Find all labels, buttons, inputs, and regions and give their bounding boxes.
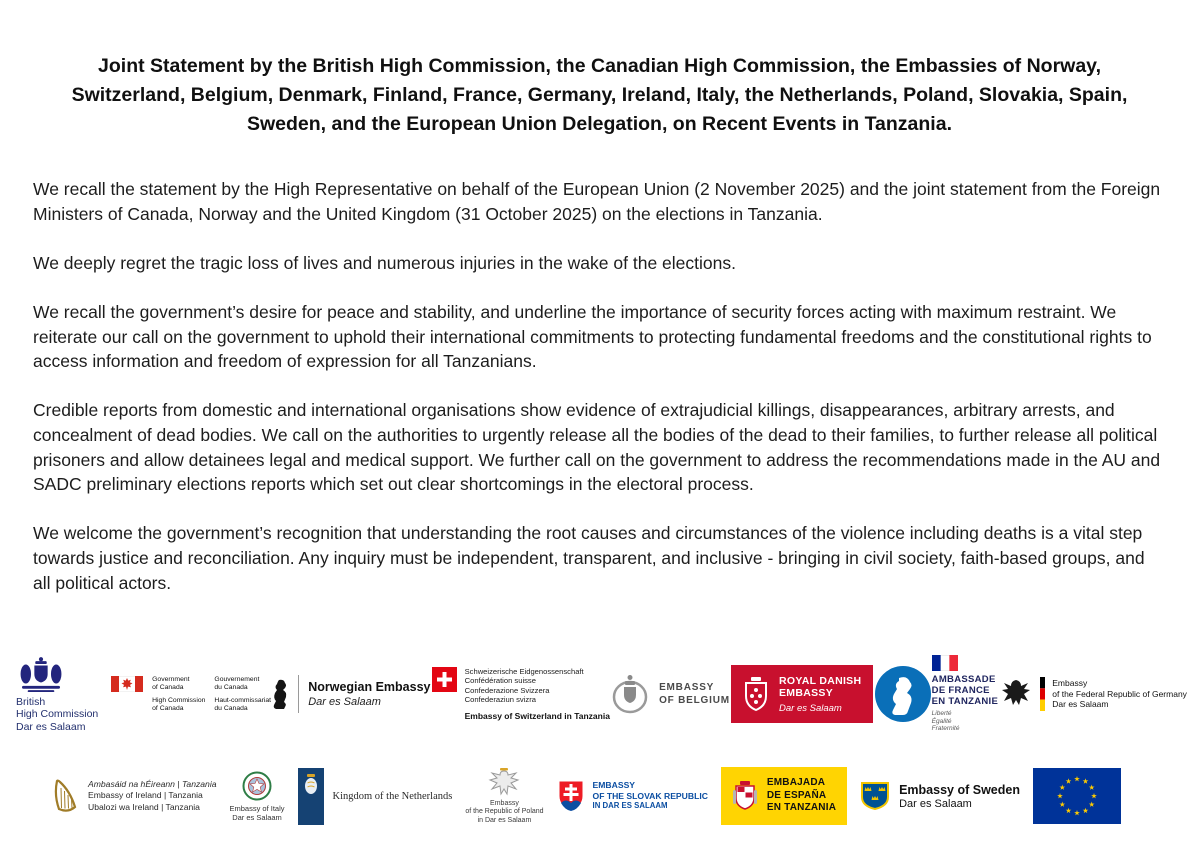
switzerland-logo-text — [465, 667, 610, 721]
netherlands-logo-text: Kingdom of the Netherlands — [332, 790, 453, 802]
france-motto1: Liberté — [931, 709, 952, 717]
switzerland-line2: Confédération suisse — [464, 676, 536, 686]
ireland-line1: Ambasáid na hÉireann | Tanzania — [88, 778, 217, 789]
france-flag-icon — [932, 655, 958, 671]
canada-en-line3: High Commission — [152, 696, 206, 704]
canada-english-column — [152, 676, 205, 713]
france-embassy-logo — [932, 655, 998, 733]
ireland-line2: Embassy of Ireland | Tanzania — [88, 790, 203, 801]
paragraph-3: We recall the government’s desire for peace and stability, and underline the importance of security forces acting with maximum restraint. We reiterate our call on the government to uphold their international commitments to protecting fundamental freedoms and the constitutional rights to access information and freedom of expression for all Tanzanians. — [33, 301, 1152, 372]
canada-high-commission-logo — [111, 676, 271, 713]
switzerland-embassy-name: Embassy of Switzerland in Tanzania — [464, 710, 610, 721]
finland-emblem-icon — [875, 666, 931, 722]
canada-en-line4: of Canada — [152, 704, 184, 712]
germany-line1: Embassy — [1052, 678, 1088, 689]
canada-fr-line1: Gouvernement — [214, 675, 260, 683]
poland-eagle-icon — [488, 767, 520, 797]
netherlands-emblem-icon — [298, 768, 324, 825]
switzerland-confederation-names — [465, 667, 610, 704]
spain-logo-text — [767, 777, 836, 815]
canada-fr-line2: du Canada — [214, 683, 248, 691]
spain-line2: DE ESPAÑA — [766, 789, 827, 801]
germany-eagle-icon — [999, 678, 1033, 710]
slovakia-logo-text — [593, 780, 708, 812]
switzerland-line3: Confederazione Svizzera — [464, 685, 550, 695]
france-line2: DE FRANCE — [931, 684, 990, 696]
paragraph-1: We recall the statement by the High Representative on behalf of the European Union (2 November 2025) and the joint statement from the Foreign Ministers of Canada, Norway and the United Kingdom (31 October 2025) on the elections in Tanzania. — [33, 179, 1161, 224]
document-title: Joint Statement by the British High Commission, the Canadian High Commission, the Embassies of Norway, Switzerland, Belgium, Denmark, Finland, France, Germany, Ireland, Italy, the Netherlands, Poland, Slovakia, Spain, Sweden, and the European Union Delegation, on Recent Events in Tanzania. — [71, 55, 1128, 135]
finland-embassy-logo — [875, 666, 931, 722]
denmark-coat-of-arms-icon — [743, 676, 769, 712]
canada-government-en — [152, 676, 205, 692]
spain-line3: EN TANZANIA — [766, 802, 837, 814]
belgium-line1: EMBASSY — [659, 682, 715, 693]
switzerland-embassy-logo — [432, 667, 610, 721]
denmark-logo-text — [779, 675, 861, 714]
italy-embassy-logo — [230, 771, 285, 822]
danish-embassy-logo — [731, 665, 873, 723]
logo-row-1 — [16, 648, 1187, 740]
norway-embassy-name: Norwegian Embassy — [308, 680, 431, 694]
british-high-commission-logo — [16, 655, 110, 734]
canada-fr-line3: Haut-commissariat — [214, 696, 272, 704]
poland-line3: in Dar es Salaam — [477, 816, 532, 824]
paragraph-5: We welcome the government’s recognition that understanding the root causes and circumstances of the violence including deaths is a vital step towards justice and reconciliation. Any inquiry must be independent, transparent, and inclusive - bringing in civil society, faith-based groups, and all political actors. — [33, 523, 1145, 593]
sweden-embassy-name: Embassy of Sweden — [899, 782, 1020, 797]
france-motto2: Égalité — [931, 717, 952, 725]
eu-delegation-logo — [1033, 768, 1121, 824]
norway-logo-text — [308, 680, 430, 708]
statement-body — [33, 177, 1165, 595]
norway-logo-divider — [298, 675, 299, 713]
belgium-logo-text — [659, 681, 730, 707]
netherlands-embassy-logo — [298, 768, 453, 825]
norway-embassy-city: Dar es Salaam — [308, 696, 381, 708]
canada-en-line1: Government — [152, 675, 190, 683]
poland-logo-text — [465, 800, 543, 826]
poland-line1: Embassy — [490, 799, 519, 807]
belgium-line2: OF BELGIUM — [659, 695, 730, 706]
canada-fr-line4: du Canada — [214, 704, 248, 712]
sweden-logo-text — [899, 783, 1020, 810]
uk-logo-line1: British — [16, 695, 46, 708]
france-motto — [932, 710, 960, 733]
france-motto3: Fraternité — [931, 725, 960, 733]
ireland-embassy-logo — [52, 779, 217, 814]
eu-flag-icon — [1033, 768, 1121, 824]
canada-flag-icon — [111, 676, 143, 692]
sweden-three-crowns-icon — [860, 781, 890, 811]
poland-embassy-logo — [465, 767, 543, 826]
denmark-line1: ROYAL DANISH — [779, 674, 862, 687]
canada-commission-fr — [214, 697, 271, 713]
denmark-city: Dar es Salaam — [779, 702, 842, 714]
slovakia-embassy-logo — [557, 779, 708, 813]
switzerland-line4: Confederaziun svizra — [464, 694, 536, 704]
spain-line1: EMBAJADA — [766, 777, 826, 789]
ireland-harp-icon — [52, 779, 78, 813]
paragraph-2: We deeply regret the tragic loss of lives and numerous injuries in the wake of the elections. — [33, 252, 736, 273]
france-line1: AMBASSADE — [931, 673, 996, 685]
canada-en-line2: of Canada — [152, 683, 184, 691]
spain-coat-of-arms-icon — [732, 780, 758, 812]
canada-french-column — [214, 676, 271, 713]
belgium-coat-of-arms-icon — [611, 673, 649, 715]
poland-line2: of the Republic of Poland — [465, 808, 544, 816]
france-logo-text — [932, 674, 998, 707]
uk-logo-line2: High Commission — [16, 708, 99, 721]
germany-line3: Dar es Salaam — [1052, 699, 1109, 710]
sweden-embassy-logo — [860, 781, 1020, 811]
italy-emblem-icon — [242, 771, 272, 801]
logo-row-2 — [52, 752, 1121, 840]
canada-commission-en — [152, 697, 205, 713]
slovakia-line1: EMBASSY — [592, 779, 636, 790]
italy-line2: Dar es Salaam — [232, 812, 282, 822]
belgium-embassy-logo — [611, 673, 730, 715]
paragraph-4: Credible reports from domestic and international organisations show evidence of extrajudicial killings, disappearances, arbitrary arrests, and concealment of dead bodies. We call on the authorities to urgently release all the bodies of the dead to their families, to further release all political prisoners and allow detainees legal and medical support. We further call on the government to address the recommendations made in the AU and SADC preliminary elections reports which set out clear shortcomings in the electoral process. — [33, 400, 1161, 495]
ireland-logo-text — [88, 779, 217, 814]
germany-tricolor-icon — [1040, 677, 1045, 711]
norwegian-embassy-logo — [272, 675, 430, 713]
italy-line1: Embassy of Italy — [229, 803, 285, 813]
germany-embassy-logo — [999, 677, 1187, 711]
sweden-embassy-city: Dar es Salaam — [899, 797, 972, 810]
slovakia-line3: IN DAR ES SALAAM — [592, 801, 668, 811]
uk-logo-line3: Dar es Salaam — [16, 720, 86, 733]
denmark-line2: EMBASSY — [779, 687, 834, 699]
germany-line2: of the Federal Republic of Germany — [1052, 688, 1187, 699]
spain-embassy-logo — [721, 767, 847, 825]
swiss-flag-icon — [432, 667, 457, 692]
italy-logo-text — [230, 804, 285, 822]
germany-logo-text — [1052, 678, 1187, 710]
france-line3: EN TANZANIE — [931, 695, 999, 707]
uk-logo-text — [16, 696, 98, 734]
slovakia-coat-of-arms-icon — [557, 779, 585, 813]
slovakia-line2: OF THE SLOVAK REPUBLIC — [592, 790, 708, 801]
canada-government-fr — [214, 676, 271, 692]
norway-lion-icon — [272, 679, 289, 709]
ireland-line3: Ubalozi wa Ireland | Tanzania — [88, 801, 200, 812]
uk-royal-arms-icon — [16, 655, 66, 693]
switzerland-line1: Schweizerische Eidgenossenschaft — [464, 667, 584, 677]
